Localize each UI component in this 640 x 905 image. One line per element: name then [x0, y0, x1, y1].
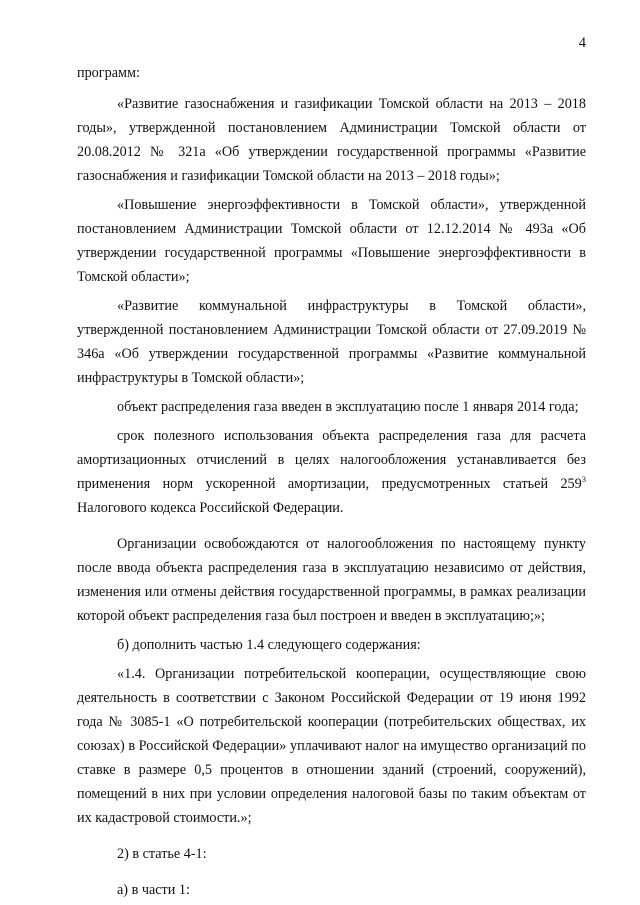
- paragraph-programs-intro: программ:: [77, 65, 140, 81]
- paragraph-commissioning-date: объект распределения газа введен в эксплуатацию после 1 января 2014 года;: [117, 399, 579, 415]
- page-number: 4: [578, 35, 586, 51]
- paragraph-communal-infrastructure-program: «Развитие коммунальной инфраструктуры в Томской области», утвержденной постановлением Администрации Томской области от 27.09.2019 № 346а «Об утверждении государственной программы «Развитие коммунальной инфраструктуры в Томской области»;: [77, 298, 586, 386]
- document-body: [77, 61, 586, 902]
- paragraph-consumer-cooperation: «1.4. Организации потребительской кооперации, осуществляющие свою деятельность в соответствии с Законом Российской Федерации от 19 июня 1992 года № 3085-1 «О потребительской кооперации (потребительских обществах, их союзах) в Российской Федерации» уплачивают налог на имущество организаций по ставке в размере 0,5 процентов в отношении зданий (строений, сооружений), помещений в них при условии определения налоговой базы по таким объектам от их кадастровой стоимости.»;: [77, 666, 586, 826]
- paragraph-useful-life: [77, 424, 586, 520]
- paragraph-part-1: а) в части 1:: [117, 882, 190, 898]
- paragraph-article-4-1: 2) в статье 4-1:: [117, 846, 207, 862]
- paragraph-gas-supply-program: «Развитие газоснабжения и газификации Томской области на 2013 – 2018 годы», утвержденной постановлением Администрации Томской области от 20.08.2012 № 321а «Об утверждении государственной программы «Развитие газоснабжения и газификации Томской области на 2013 – 2018 годы»;: [77, 96, 586, 184]
- useful-life-text-end: Налогового кодекса Российской Федерации.: [77, 500, 344, 516]
- paragraph-exemption: Организации освобождаются от налогообложения по настоящему пункту после ввода объекта распределения газа в эксплуатацию независимо от действия, изменения или отмены действия государственной программы, в рамках реализации которой объект распределения газа был построен и введен в эксплуатацию;»;: [77, 536, 586, 624]
- paragraph-add-part-1-4: б) дополнить частью 1.4 следующего содержания:: [117, 637, 421, 653]
- article-superscript: 3: [581, 474, 586, 484]
- paragraph-energy-efficiency-program: «Повышение энергоэффективности в Томской области», утвержденной постановлением Администрации Томской области от 12.12.2014 № 493а «Об утверждении государственной программы «Повышение энергоэффективности в Томской области»;: [77, 197, 586, 285]
- useful-life-text: срок полезного использования объекта распределения газа для расчета амортизационных отчислений в целях налогообложения устанавливается без применения норм ускоренной амортизации, предусмотренных статьей 259: [77, 428, 586, 492]
